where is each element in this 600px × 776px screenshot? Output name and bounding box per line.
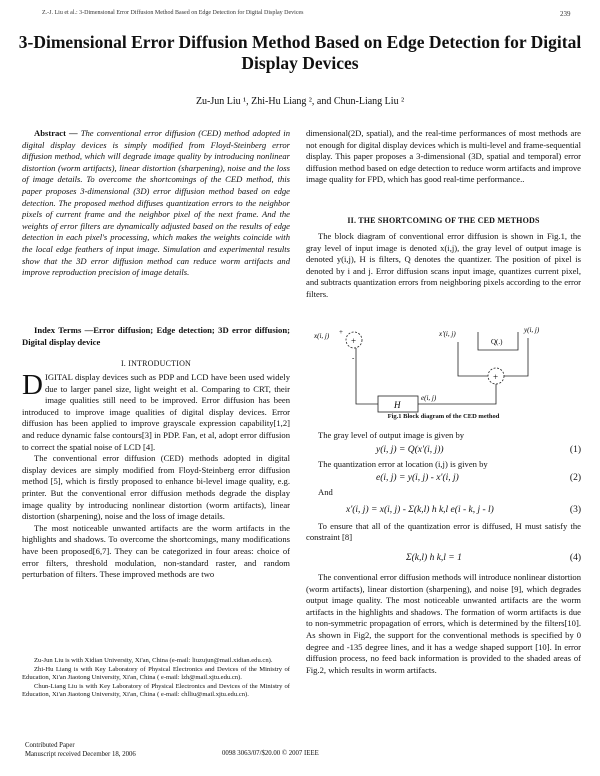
index-terms: Index Terms —Error diffusion; Edge detection; 3D error diffusion; Digital display device — [22, 325, 290, 347]
section-heading-2: II. THE SHORTCOMING OF THE CED METHODS — [347, 216, 540, 225]
paper-title: 3-Dimensional Error Diffusion Method Based on Edge Detection for Digital Display Devices — [18, 32, 582, 73]
intro-body — [22, 369, 290, 581]
authors: Zu-Jun Liu ¹, Zhi-Hu Liang ², and Chun-Liang Liu ² — [195, 96, 405, 107]
paragraph: The most noticeable unwanted artifacts are the worm artifacts in the highlights and shadows. To overcome the shortcomings, many modifications have been proposed[6,7]. They can be categorized in four areas: choice of error filters, threshold modulation, non-standard raster, and random perturbation of filters. These improved methods are two — [22, 522, 290, 580]
contributed-label: Contributed Paper — [25, 742, 75, 749]
drop-cap: D — [22, 369, 43, 401]
copyright: 0098 3063/07/$20.00 © 2007 IEEE — [222, 750, 319, 757]
abstract-text: The conventional error diffusion (CED) method adopted in digital display devices is simply modified from Floyd-Steinberg error diffusion method, which will degrade image quality by introducing nonlinear distortion (worm artifacts), linear distortion (sharpening), noise and the loss of image details. To overcome the shortcomings of the CED method, this paper proposes 3-dimensional (3D) error diffusion method based on edge detection. The proposed method diffuses quantization errors to the neighbor pixels of current frame and the neighbor pixel of the next frame. And the weights of error filters are dynamically adjusted based on the results of edge detection in each pixel's processing, which makes the weights coincide with the local edge feathers of input image. Simulation and experimental results show that the 3D error diffusion method can reduce worm artifacts and improve reproduction precision of image details. — [22, 128, 290, 278]
footnotes — [22, 657, 290, 700]
equation-1: y(i, j) = Q(x'(i, j)) (1) — [376, 444, 581, 455]
label-h: H — [394, 400, 401, 410]
equation-2: e(i, j) = y(i, j) - x'(i, j) (2) — [376, 473, 581, 484]
svg-text:-: - — [352, 354, 355, 362]
manuscript-date: Manuscript received December 18, 2006 — [25, 751, 136, 758]
plus-icon: + — [493, 372, 499, 382]
plus-icon: + — [351, 336, 357, 346]
figure-caption: Fig.1 Block diagram of the CED method — [387, 413, 500, 420]
footnote: Chun-Liang Liu is with Key Laboratory of Physical Electronics and Devices of the Ministry of Education, Xi'an Jiaotong University, Xi'an, China ( e-mail: chlliu@mail.xjtu.edu.cn). — [22, 682, 290, 699]
footnote: Zhi-Hu Liang is with Key Laboratory of Physical Electronics and Devices of the Ministry of Education, Xi'an Jiaotong University, Xi'an, China ( e-mail: lzh@mail.xjtu.edu.cn). — [22, 665, 290, 682]
svg-text:+: + — [339, 328, 343, 336]
paragraph: The conventional error diffusion methods will introduce nonlinear distortion (worm artifacts), linear distortion (sharpening), and noise [9], which degrades output image quality. The most noticeable unwanted artifacts are the worm artifacts in the highlights and shadows. The formation of worm artifacts is due to non-symmetric propagation of errors, which is determined by the filters[10]. As shown in Fig2, the support for the conventional methods is specified by 0 degree and -135 degree lines, and it has a wedge shaped support [10]. In error diffusion process, no feed back information is provided to the shaded areas of Fig.2, which results in worm artifacts. — [306, 571, 581, 675]
equation-4: Σ(k,l) h k,l = 1 (4) — [406, 552, 581, 563]
right-intro: dimensional(2D, spatial), and the real-time performances of most methods are not enough for digital display devices which is multi-level and frame-sequential display. This paper proposes a 3-dimensional (3D, spatial and temporal) error diffusion method based on edge detection to reduce worm artifacts and improve image quality for FPD, which has good real-time performance.. — [306, 128, 581, 185]
page-number: 239 — [560, 10, 571, 18]
running-header: Z.-J. Liu et al.: 3-Dimensional Error Diffusion Method Based on Edge Detection for Digital Display Devices — [42, 10, 304, 16]
abstract-label: Abstract — — [34, 128, 78, 138]
equations-block: The gray level of output image is given by y(i, j) = Q(x'(i, j)) (1) The quantization error at location (i,j) is given by e(i, j) = y(i, j) - x'(i, j) (2) And x'(i, j) = x(i, j) - Σ(k,l) h k,l e(i - k, j - l) (3) To ensure that all of the quantization error is diffused, H must satisfy the constraint [8] Σ(k,l) h k,l = 1 (4) The conventional error diffusion methods will introduce nonlinear distortion (worm artifacts), linear distortion (sharpening), and noise [9], which degrades output image quality. The most noticeable unwanted artifacts are the worm artifacts in the highlights and shadows. The formation of worm artifacts is due to non-symmetric propagation of errors, which is determined by the filters[10]. As shown in Fig2, the support for the conventional methods is specified by 0 degree and -135 degree lines, and it has a wedge shaped support [10]. In error diffusion process, no feed back information is provided to the shaded areas of Fig.2, which results in worm artifacts. — [306, 430, 581, 675]
manuscript-info — [25, 741, 136, 759]
label-q: Q(.) — [491, 338, 503, 346]
label-x: x(i, j) — [314, 332, 330, 340]
footnote: Zu-Jun Liu is with Xidian University, Xi'an, China (e-mail: liuzujun@mail.xidian.edu.cn). — [34, 657, 273, 664]
block-diagram — [306, 318, 586, 418]
label-xprime: x'(i, j) — [439, 330, 456, 338]
paragraph: The conventional error diffusion (CED) methods adopted in digital display devices are simply modified from Floyd-Steinberg error diffusion method [5], which is firstly proposed to enhance bi-level image quality, e.g. printer. But the conventional error diffusion methods degrade the display image quality by introducing nonlinear distortion (worm artifacts), linear distortion (sharpening), noise and the loss of image details. — [22, 453, 290, 522]
label-y: y(i, j) — [524, 326, 540, 334]
section-heading-intro: I. INTRODUCTION — [120, 359, 192, 368]
section2-paragraph: The block diagram of conventional error diffusion is shown in Fig.1, the gray level of input image is denoted x(i,j), the gray level of output image is denoted y(i,j), H is filters, Q denotes the quantizer. The position of pixel is denoted by i and j. Error diffusion scans input image, quantizes current pixel, and subtracts quantization errors from neighboring pixels according to the error filters. — [306, 231, 581, 299]
paragraph: DIGITAL display devices such as PDP and LCD have been used widely due to larger panel size, light weight et al. Comparing to CRT, their image qualities still need to be improved. Error diffusion has been introduced to improve image qualities of digital display devices. Error diffusion has been applied to improve grayscale expression capability[1,2] and reduce dynamic false contours[3] in PDP. Fan, et al, adopt error diffusion to correct the spatial noise of LCD [4]. — [22, 369, 290, 452]
abstract — [22, 128, 290, 279]
label-e: e(i, j) — [421, 394, 437, 402]
equation-3: x'(i, j) = x(i, j) - Σ(k,l) h k,l e(i - k, j - l) (3) — [346, 504, 581, 515]
